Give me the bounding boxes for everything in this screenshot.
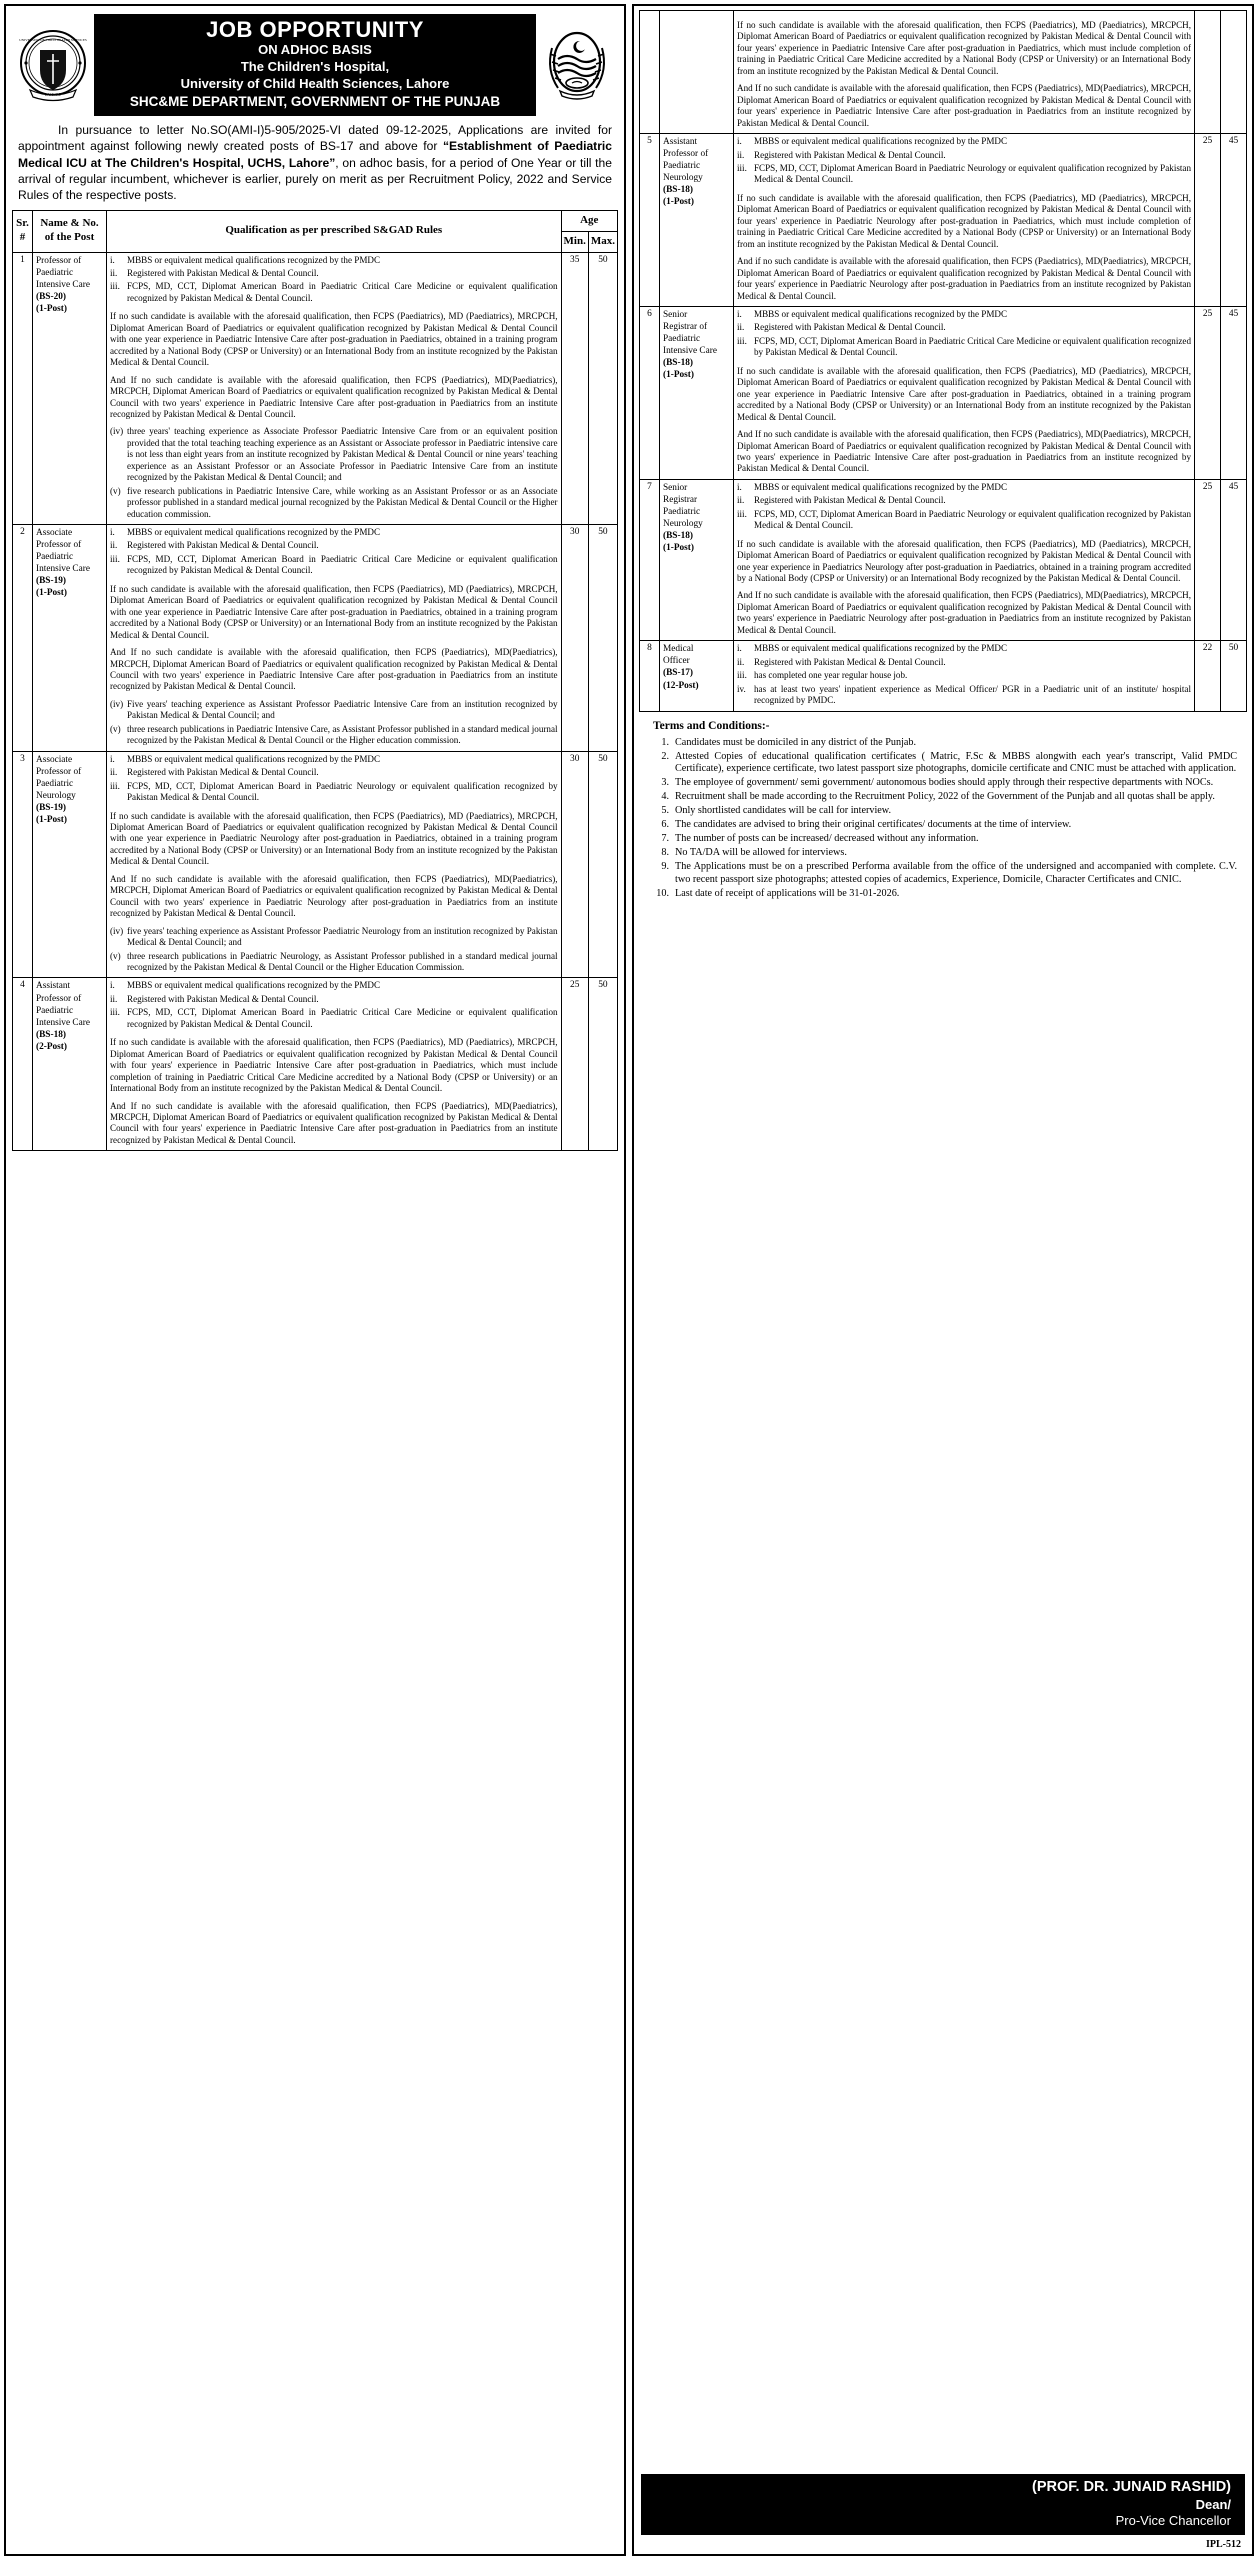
post-name-line: Professor of [36, 766, 82, 777]
cell-sr: 3 [13, 751, 33, 978]
post-name-line: Paediatric [36, 552, 74, 563]
item-text: MBBS or equivalent medical qualifications recognized by the PMDC [127, 980, 381, 991]
cell-age-max: 45 [1221, 479, 1247, 640]
cell-age-max: 45 [1221, 306, 1247, 479]
post-grade-label: (1-Post) [663, 197, 694, 208]
cell-age-max: 50 [1221, 641, 1247, 711]
item-marker: ii. [110, 993, 118, 1004]
post-name-line: Associate [36, 754, 73, 765]
item-marker: i. [737, 308, 742, 319]
terms-item-number: 2. [661, 750, 669, 762]
cell-sr: 8 [640, 641, 660, 711]
hospital-name: The Children's Hospital, [240, 59, 390, 75]
item-text: three years' teaching experience as Associate Professor Paediatric Intensive Care from or an equivalent position provided that the total teaching teaching experience as an Assistant or Associate professor in Paediatric intensive care is not less than eight years from an institute recognized by Pakistan Medical & Dental Council or nine years' teaching experience as an Assistant Professor or an Associate Professor in Paediatric Intensive Care from an institute recognized by the Pakistan Medical & Dental Council; and [127, 426, 558, 483]
item-text: MBBS or equivalent medical qualifications recognized by the PMDC [754, 481, 1008, 492]
item-marker: iii. [737, 162, 747, 173]
item-text: five years' teaching experience as Assistant Professor Paediatric Neurology from an institution recognized by Pakistan Medical & Dental Council; and [127, 925, 558, 948]
item-marker: iii. [110, 780, 120, 791]
cell-age-min: 25 [1195, 306, 1221, 479]
title-banner [94, 14, 536, 116]
left-column [4, 4, 626, 2556]
terms-item-number: 3. [661, 777, 669, 789]
post-grade-label: (BS-18) [663, 185, 693, 196]
post-grade-label: (1-Post) [36, 303, 67, 314]
qualification-paragraph: And If no such candidate is available with the aforesaid qualification, then FCPS (Paediatrics), MD(Paediatrics), MRCPCH, Diplomat American Board of Paediatrics or equivalent qualification recognized by Pakistan Medical & Dental Council with four years' experience in Paediatric Intensive Care after post-graduation in Paediatrics from an institute recognized by Pakistan Medical & Dental Council. [737, 83, 1191, 128]
cell-age-max: 50 [588, 978, 617, 1151]
ad-subtitle: ON ADHOC BASIS [258, 42, 372, 58]
terms-item-text: The number of posts can be increased/ decreased without any information. [675, 833, 979, 845]
cell-qualification [734, 306, 1195, 479]
cell-post-name [660, 641, 734, 711]
item-marker: (v) [110, 485, 121, 496]
table-row [640, 641, 1247, 711]
cell-post-name [660, 479, 734, 640]
item-marker: iii. [110, 281, 120, 292]
th-sr [13, 210, 33, 252]
cell-sr: 6 [640, 306, 660, 479]
item-marker: i. [110, 527, 115, 538]
item-marker: i. [110, 980, 115, 991]
cell-qualification [107, 525, 562, 752]
table-head [13, 210, 618, 252]
qualification-list [110, 980, 558, 1030]
item-text: Registered with Pakistan Medical & Dental Council. [754, 656, 946, 667]
table-row-continuation [640, 11, 1247, 134]
item-text: has at least two years' inpatient experience as Medical Officer/ PGR in a Paediatric unit of an institute/ hospital recognized by PMDC. [754, 683, 1191, 706]
cell-qualification-continued [734, 11, 1195, 134]
qualification-list [737, 309, 1191, 359]
item-text: FCPS, MD, CCT, Diplomat American Board in Paediatric Neurology or equivalent qualification recognized by Pakistan Medical & Dental Council. [127, 780, 558, 803]
post-name-line: Neurology [663, 173, 703, 184]
item-marker: i. [737, 643, 742, 654]
svg-text:UNIVERSITY OF CHILD HEALTH SCI: UNIVERSITY OF CHILD HEALTH SCIENCES [19, 38, 87, 43]
item-marker: ii. [737, 495, 745, 506]
item-marker: (iv) [110, 698, 124, 709]
th-qualification: Qualification as per prescribed S&GAD Rules [107, 210, 562, 252]
item-marker: ii. [110, 540, 118, 551]
post-name-line: Professor of [663, 149, 709, 160]
terms-title: Terms and Conditions:- [653, 719, 770, 732]
qualification-item [110, 754, 558, 765]
item-text: FCPS, MD, CCT, Diplomat American Board in Paediatric Critical Care Medicine or equivalent qualification recognized by Pakistan Medical & Dental Council. [127, 1007, 558, 1029]
qualification-item [110, 255, 558, 266]
cell-age-max: 50 [588, 751, 617, 978]
item-text: MBBS or equivalent medical qualifications recognized by the PMDC [127, 527, 381, 538]
cell-sr: 7 [640, 479, 660, 640]
table-row [640, 306, 1247, 479]
intro-bold: “Establishment of Paediatric Medical ICU at The Children's Hospital, UCHS, Lahore” [18, 139, 612, 170]
qualification-item [110, 926, 558, 949]
qualification-item [110, 724, 558, 747]
post-name-line: Registrar of [663, 322, 708, 333]
cell-sr: 1 [13, 252, 33, 525]
cell-post-name [33, 252, 107, 525]
post-grade-label: (BS-18) [663, 531, 693, 542]
table-row [13, 525, 618, 752]
post-name-line: Intensive Care [663, 346, 717, 357]
th-sr-l2: # [19, 231, 26, 244]
post-grade-label: (BS-19) [36, 576, 66, 587]
terms-item-text: Only shortlisted candidates will be call for interview. [675, 805, 892, 817]
item-text: FCPS, MD, CCT, Diplomat American Board in Paediatric Critical Care Medicine or equivalent qualification recognized by Pakistan Medical & Dental Council. [127, 553, 558, 576]
qualification-item [110, 281, 558, 304]
terms-item [653, 833, 1237, 846]
cell-qualification [107, 252, 562, 525]
qualification-paragraph: If no such candidate is available with the aforesaid qualification, then FCPS (Paediatrics), MD (Paediatrics), MRCPCH, Diplomat American Board of Paediatrics or equivalent qualification recognized by Pakistan Medical & Dental Council with one year experience in Paediatric Intensive Care after post-graduation in Paediatrics, obtained in a training program accredited by a National Body (CPSP or University) or an International Body from an institute recognized by the Pakistan Medical & Dental Council. [110, 311, 558, 368]
item-text: Registered with Pakistan Medical & Dental Council. [754, 322, 946, 333]
qualification-item [110, 540, 558, 551]
item-text: Registered with Pakistan Medical & Dental Council. [754, 495, 946, 506]
terms-list [653, 737, 1237, 901]
post-grade-label: (BS-19) [36, 803, 66, 814]
post-name-line: Neurology [36, 790, 76, 801]
terms-item [653, 737, 1237, 750]
terms-item-number: 8. [661, 847, 669, 859]
terms-item [653, 861, 1237, 887]
qualification-paragraph: And If no such candidate is available with the aforesaid qualification, then FCPS (Paediatrics), MD(Paediatrics), MRCPCH, Diplomat American Board of Paediatrics or equivalent qualification recognized by Pakistan Medical & Dental Council with two years' experience in Paediatric Intensive Care after post-graduation in Paediatrics from an institute recognized by Pakistan Medical & Dental Council. [110, 647, 558, 692]
cell-sr: 5 [640, 134, 660, 307]
qualification-item [737, 322, 1191, 333]
posts-table-left [12, 210, 618, 1152]
department-name: SHC&ME DEPARTMENT, GOVERNMENT OF THE PUNJAB [129, 93, 501, 109]
university-name: University of Child Health Sciences, Lahore [180, 75, 450, 91]
signatory-title-1: Dean/ [1195, 2496, 1231, 2512]
terms-item-number: 5. [661, 805, 669, 817]
cell-qualification [107, 978, 562, 1151]
item-marker: (v) [110, 950, 121, 961]
qualification-paragraph: And If no such candidate is available with the aforesaid qualification, then FCPS (Paediatrics), MD(Paediatrics), MRCPCH, Diplomat American Board of Paediatrics or equivalent qualification recognized by Pakistan Medical & Dental Council with two years' experience in Paediatric Neurology after post-graduation in Paediatrics from an institute recognized by Pakistan Medical & Dental Council. [110, 873, 558, 919]
cell-age-min: 35 [561, 252, 588, 525]
table-row [13, 978, 618, 1151]
item-marker: (iv) [110, 426, 124, 437]
post-name-line: Assistant [36, 981, 71, 992]
qualification-paragraph: If no such candidate is available with the aforesaid qualification, then FCPS (Paediatrics), MD (Paediatrics), MRCPCH, Diplomat American Board of Paediatrics or equivalent qualification recognized by Pakistan Medical & Dental Council with one year experience in Paediatric Intensive Care after post-graduation in Paediatrics, obtained in a training program accredited by a National Body (CPSP or University) or an International Body from an institute recognized by the Pakistan Medical & Dental Council. [110, 583, 558, 640]
qualification-extra-list [110, 926, 558, 974]
post-name-line: Paediatric [663, 161, 701, 172]
th-age-min: Min. [561, 231, 588, 252]
terms-item-text: Candidates must be domiciled in any district of the Punjab. [675, 736, 917, 748]
cell-post-name [33, 751, 107, 978]
post-name-line: Professor of [36, 255, 82, 266]
cell-post-name [33, 525, 107, 752]
university-crest-logo [16, 28, 90, 102]
punjab-government-emblem [540, 28, 614, 102]
qualification-item [110, 994, 558, 1005]
post-grade-label: (BS-18) [36, 1029, 66, 1040]
item-marker: (iv) [110, 925, 124, 936]
qualification-item [110, 554, 558, 577]
terms-item [653, 819, 1237, 832]
item-text: three research publications in Paediatric Intensive Care, as Assistant Professor published in a standard medical journal recognized by the Pakistan Medical & Dental Council or the Higher education commission. [127, 723, 558, 746]
item-marker: i. [110, 753, 115, 764]
qualification-list [110, 527, 558, 577]
terms-item [653, 888, 1237, 901]
post-name-line: Senior [663, 482, 688, 493]
qualification-item [110, 486, 558, 520]
item-marker: iii. [737, 670, 747, 681]
qualification-item [737, 482, 1191, 493]
qualification-item [737, 163, 1191, 186]
qualification-item [737, 643, 1191, 654]
item-marker: iii. [110, 1007, 120, 1018]
post-name-line: Registrar [663, 494, 698, 505]
terms-item-text: Last date of receipt of applications will be 31-01-2026. [675, 888, 900, 900]
item-text: Registered with Pakistan Medical & Dental Council. [127, 540, 319, 551]
table-header-row [13, 210, 618, 231]
svg-text:LAHORE: LAHORE [44, 92, 62, 98]
post-name-line: Associate [36, 528, 73, 539]
qualification-item [110, 951, 558, 974]
item-marker: (v) [110, 723, 121, 734]
intro-part2: , on adhoc basis, for a period of One Year or till the arrival of regular incumbent, whichever is earlier, purely on merit as per Recruitment Policy, 2022 and Service Rules of the respective posts. [18, 155, 612, 202]
masthead [12, 11, 618, 118]
item-marker: i. [737, 136, 742, 147]
qualification-item [737, 495, 1191, 506]
post-name-line: Intensive Care [36, 279, 90, 290]
terms-item-text: The candidates are advised to bring their original certificates/ documents at the time of interview. [675, 819, 1072, 831]
terms-item-number: 4. [661, 791, 669, 803]
intro-part1: In pursuance to letter No.SO(AMI-I)5-905/2025-VI dated 09-12-2025, Applications are invited for appointment against following newly created posts of BS-17 and above for [18, 123, 612, 154]
qualification-paragraph: And If no such candidate is available with the aforesaid qualification, then FCPS (Paediatrics), MD(Paediatrics), MRCPCH, Diplomat American Board of Paediatrics or equivalent qualification recognized by Pakistan Medical & Dental Council with two years' experience in Paediatric Intensive Care after post-graduation in Paediatrics from an institute recognized by Pakistan Medical & Dental Council. [110, 374, 558, 419]
cell-qualification [107, 751, 562, 978]
item-marker: ii. [737, 322, 745, 333]
terms-item [653, 791, 1237, 804]
post-grade-label: (1-Post) [663, 543, 694, 554]
post-name-line: Senior [663, 309, 688, 320]
terms-item-text: No TA/DA will be allowed for interviews. [675, 847, 847, 859]
terms-item-text: The Applications must be on a prescribed Performa available from the office of the undersigned and accompanied with complete. C.V. two recent passport size photographs; attested copies of academics, Experience, Domicile, Character Certificates and CNIC. [675, 861, 1237, 886]
item-marker: i. [737, 481, 742, 492]
cell-age-min-continued [1195, 11, 1221, 134]
table-row [640, 479, 1247, 640]
cell-age-max: 45 [1221, 134, 1247, 307]
terms-section [639, 712, 1247, 904]
table-row [640, 134, 1247, 307]
table-body-right [640, 11, 1247, 712]
item-text: MBBS or equivalent medical qualifications recognized by the PMDC [127, 254, 381, 265]
item-text: MBBS or equivalent medical qualifications recognized by the PMDC [754, 308, 1008, 319]
item-text: MBBS or equivalent medical qualifications recognized by the PMDC [127, 753, 381, 764]
terms-item-number: 9. [661, 861, 669, 873]
qualification-item [737, 684, 1191, 707]
cell-age-min: 25 [561, 978, 588, 1151]
qualification-paragraph: If no such candidate is available with the aforesaid qualification, then FCPS (Paediatrics), MD (Paediatrics), MRCPCH, Diplomat American Board of Paediatrics or equivalent qualification recognized by Pakistan Medical & Dental Council with four years' experience in Paediatric Neurology after post-graduation in Paediatrics, which must include completion of training in Paediatric Critical Care Medicine accredited by a National Body (CPSP or University) or an International Body from an institute recognized by the Pakistan Medical & Dental Council. [737, 192, 1191, 249]
post-name-line: Paediatric [36, 1005, 74, 1016]
post-name-line: Paediatric [36, 778, 74, 789]
item-marker: iii. [737, 508, 747, 519]
cell-sr: 2 [13, 525, 33, 752]
post-name-line: Medical [663, 644, 694, 655]
signatory-title-2: Pro-Vice Chancellor [1115, 2512, 1231, 2528]
qualification-list [110, 255, 558, 305]
qualification-item [737, 657, 1191, 668]
post-name-line: Professor of [36, 540, 82, 551]
terms-item-number: 6. [661, 819, 669, 831]
qualification-item [110, 699, 558, 722]
item-marker: i. [110, 254, 115, 265]
qualification-item [737, 336, 1191, 359]
qualification-paragraph: If no such candidate is available with the aforesaid qualification, then FCPS (Paediatrics), MD (Paediatrics), MRCPCH, Diplomat American Board of Paediatrics or equivalent qualification recognized by Pakistan Medical & Dental Council with one year experience in Paediatric Neurology after post-graduation in Paediatrics, obtained in a training program accredited by a National Body (CPSP or University) or an International Body from an institute recognized by the Pakistan Medical & Dental Council. [110, 810, 558, 867]
th-age: Age [561, 210, 617, 231]
qualification-paragraph: If no such candidate is available with the aforesaid qualification, then FCPS (Paediatrics), MD (Paediatrics), MRCPCH, Diplomat American Board of Paediatrics or equivalent qualification recognized by Pakistan Medical & Dental Council with one year experience in Paediatrics Neurology after post-graduation in Paediatrics, obtained in a training program accredited by a National Body (CPSP or University) or an International Body recognized by the Pakistan Medical & Dental Council. [737, 538, 1191, 584]
qualification-item [737, 670, 1191, 681]
cell-qualification [734, 134, 1195, 307]
qualification-item [737, 309, 1191, 320]
table-row [13, 252, 618, 525]
post-grade-label: (BS-17) [663, 668, 693, 679]
item-text: FCPS, MD, CCT, Diplomat American Board in Paediatric Neurology or equivalent qualification recognized by Pakistan Medical & Dental Council. [754, 162, 1192, 185]
post-name-line: Assistant [663, 137, 698, 148]
posts-table-right [639, 10, 1247, 712]
post-name-line: Paediatric [36, 267, 74, 278]
terms-item-text: Recruitment shall be made according to the Recruitment Policy, 2022 of the Government of the Punjab and all quotas shall be apply. [675, 791, 1215, 803]
post-name-line: Intensive Care [36, 564, 90, 575]
cell-sr: 4 [13, 978, 33, 1151]
item-text: Five years' teaching experience as Assistant Professor Paediatric Intensive Care from an institution recognized by Pakistan Medical & Dental Council; and [127, 698, 558, 721]
th-age-max: Max. [588, 231, 617, 252]
qualification-item [110, 980, 558, 991]
post-grade-label: (BS-20) [36, 291, 66, 302]
item-text: MBBS or equivalent medical qualifications recognized by the PMDC [754, 643, 1008, 654]
qualification-item [110, 268, 558, 279]
item-text: Registered with Pakistan Medical & Dental Council. [127, 767, 319, 778]
signature-block [641, 2474, 1245, 2535]
qualification-item [110, 1007, 558, 1030]
item-text: FCPS, MD, CCT, Diplomat American Board in Paediatric Critical Care Medicine or equivalent qualification recognized by Pakistan Medical & Dental Council. [127, 281, 558, 303]
terms-item-text: Attested Copies of educational qualification certificates ( Matric, F.Sc & MBBS alongwith each year's transcript, Valid PMDC Certificate), experience certificate, two latest passport size photographs, domicile certificate and CNIC must be attached with application. [675, 750, 1237, 775]
item-text: five research publications in Paediatric Intensive Care, while working as an Assistant Professor or as an Associate professor published in a standard medical journal recognized by the Pakistan Medical & Dental Council or the Higher education commission. [127, 485, 558, 519]
item-marker: iii. [737, 335, 747, 346]
qualification-extra-list [110, 426, 558, 520]
terms-item-number: 1. [661, 736, 669, 748]
filler [639, 904, 1247, 2466]
table-row [13, 751, 618, 978]
item-text: FCPS, MD, CCT, Diplomat American Board in Paediatric Critical Care Medicine or equivalent qualification recognized by Pakistan Medical & Dental Council. [754, 335, 1191, 358]
cell-age-min: 30 [561, 525, 588, 752]
post-grade-label: (2-Post) [36, 1041, 67, 1052]
item-marker: ii. [110, 267, 118, 278]
cell-qualification [734, 479, 1195, 640]
item-marker: ii. [110, 767, 118, 778]
qualification-item [737, 136, 1191, 147]
intro-paragraph [12, 118, 618, 209]
reference-number: IPL-512 [1206, 2539, 1241, 2550]
cell-sr-continued [640, 11, 660, 134]
qualification-item [737, 150, 1191, 161]
qualification-paragraph: If no such candidate is available with the aforesaid qualification, then FCPS (Paediatrics), MD (Paediatrics), MRCPCH, Diplomat American Board of Paediatrics or equivalent qualification recognized by Pakistan Medical & Dental Council with four years' experience in Paediatric Intensive Care after post-graduation in Paediatrics, which must include completion of training in Paediatric Critical Care Medicine accredited by a National Body (CPSP or University) or an International Body from an institute recognized by the Pakistan Medical & Dental Council. [110, 1037, 558, 1094]
post-name-line: Paediatric [663, 507, 701, 518]
cell-age-min: 25 [1195, 134, 1221, 307]
right-column [632, 4, 1254, 2556]
qualification-item [110, 527, 558, 538]
post-grade-label: (BS-18) [663, 358, 693, 369]
cell-post-name-continued [660, 11, 734, 134]
cell-age-max: 50 [588, 252, 617, 525]
post-name-line: Intensive Care [36, 1017, 90, 1028]
qualification-paragraph: If no such candidate is available with the aforesaid qualification, then FCPS (Paediatrics), MD (Paediatrics), MRCPCH, Diplomat American Board of Paediatrics or equivalent qualification recognized by Pakistan Medical & Dental Council with one year experience in Paediatric Intensive Care after post-graduation in Paediatrics, obtained in a training program accredited by a National Body (CPSP or University) or an International Body from an institute recognized by the Pakistan Medical & Dental Council. [737, 365, 1191, 422]
cell-age-min: 22 [1195, 641, 1221, 711]
qualification-list [737, 643, 1191, 706]
qualification-item [110, 781, 558, 804]
item-marker: ii. [737, 656, 745, 667]
th-name-l2: of the Post [44, 231, 95, 244]
qualification-paragraph: If no such candidate is available with the aforesaid qualification, then FCPS (Paediatrics), MD (Paediatrics), MRCPCH, Diplomat American Board of Paediatrics or equivalent qualification recognized by Pakistan Medical & Dental Council with four years' experience in Paediatric Intensive Care after post-graduation in Paediatrics, which must include completion of training in Paediatric Critical Care Medicine accredited by a National Body (CPSP or University) or an International Body from an institute recognized by the Pakistan Medical & Dental Council. [737, 20, 1191, 76]
cell-age-min: 25 [1195, 479, 1221, 640]
cell-post-name [660, 306, 734, 479]
th-post-name [33, 210, 107, 252]
item-text: three research publications in Paediatric Neurology, as Assistant Professor published in a standard medical journal recognized by the Pakistan Medical & Dental Council or the Higher Education Commission. [127, 950, 558, 972]
post-name-line: Professor of [36, 993, 82, 1004]
qualification-item [110, 767, 558, 778]
terms-item [653, 847, 1237, 860]
item-marker: ii. [737, 149, 745, 160]
post-grade-label: (1-Post) [36, 588, 67, 599]
cell-age-max: 50 [588, 525, 617, 752]
item-text: Registered with Pakistan Medical & Dental Council. [127, 993, 319, 1004]
qualification-paragraph: And if no such candidate is available with the aforesaid qualification, then FCPS (Paediatrics), MD(Paediatrics), MRCPCH, Diplomat American Board of Paediatrics or equivalent qualification recognized by Pakistan Medical & Dental Council with four years' experience in Paediatric Neurology after post-graduation in Paediatrics from an institute recognized by Pakistan Medical & Dental Council. [737, 256, 1191, 301]
item-text: Registered with Pakistan Medical & Dental Council. [754, 149, 946, 160]
terms-item-number: 10. [656, 888, 669, 900]
terms-item-number: 7. [661, 833, 669, 845]
qualification-item [110, 426, 558, 483]
post-name-line: Paediatric [663, 334, 701, 345]
item-text: Registered with Pakistan Medical & Dental Council. [127, 267, 319, 278]
item-marker: iii. [110, 553, 120, 564]
signatory-name: (PROF. DR. JUNAID RASHID) [1032, 2479, 1231, 2496]
cell-age-max-continued [1221, 11, 1247, 134]
terms-item [653, 805, 1237, 818]
th-sr-l1: Sr. [16, 217, 29, 230]
cell-post-name [33, 978, 107, 1151]
qualification-list [110, 754, 558, 804]
qualification-item [737, 509, 1191, 532]
cell-qualification [734, 641, 1195, 711]
cell-post-name [660, 134, 734, 307]
th-name-l1: Name & No. [40, 217, 99, 230]
post-name-line: Neurology [663, 519, 703, 530]
qualification-paragraph: And If no such candidate is available with the aforesaid qualification, then FCPS (Paediatrics), MD(Paediatrics), MRCPCH, Diplomat American Board of Paediatrics or equivalent qualification recognized by Pakistan Medical & Dental Council with two years' experience in Paediatric Neurology after post-graduation in Paediatrics from an institute recognized by Pakistan Medical & Dental Council. [737, 590, 1191, 635]
qualification-list [737, 482, 1191, 532]
item-text: FCPS, MD, CCT, Diplomat American Board in Paediatric Neurology or equivalent qualification recognized by Pakistan Medical & Dental Council. [754, 508, 1192, 531]
post-name-line: Officer [663, 656, 690, 667]
table-body-left [13, 252, 618, 1151]
qualification-list [737, 136, 1191, 186]
item-marker: iv. [737, 683, 746, 694]
post-grade-label: (1-Post) [36, 815, 67, 826]
qualification-paragraph: And If no such candidate is available with the aforesaid qualification, then FCPS (Paediatrics), MD(Paediatrics), MRCPCH, Diplomat American Board of Paediatrics or equivalent qualification recognized by Pakistan Medical & Dental Council with four years' experience in Paediatric Intensive Care after post-graduation in Paediatrics from an institute recognized by Pakistan Medical & Dental Council. [110, 1100, 558, 1145]
terms-item [653, 751, 1237, 777]
post-grade-label: (1-Post) [663, 370, 694, 381]
cell-age-min: 30 [561, 751, 588, 978]
terms-item-text: The employee of government/ semi government/ autonomous bodies should apply through their respective departments with NOCs. [675, 777, 1214, 789]
terms-item [653, 777, 1237, 790]
ad-title: JOB OPPORTUNITY [206, 17, 424, 42]
item-text: has completed one year regular house job. [754, 670, 908, 681]
item-text: MBBS or equivalent medical qualifications recognized by the PMDC [754, 136, 1008, 147]
post-grade-label: (12-Post) [663, 680, 699, 691]
qualification-paragraph: And If no such candidate is available with the aforesaid qualification, then FCPS (Paediatrics), MD(Paediatrics), MRCPCH, Diplomat American Board of Paediatrics or equivalent qualification recognized by Pakistan Medical & Dental Council with two years' experience in Paediatric Intensive Care after post-graduation in Paediatrics from an institute recognized by Pakistan Medical & Dental Council. [737, 429, 1191, 474]
qualification-extra-list [110, 699, 558, 747]
